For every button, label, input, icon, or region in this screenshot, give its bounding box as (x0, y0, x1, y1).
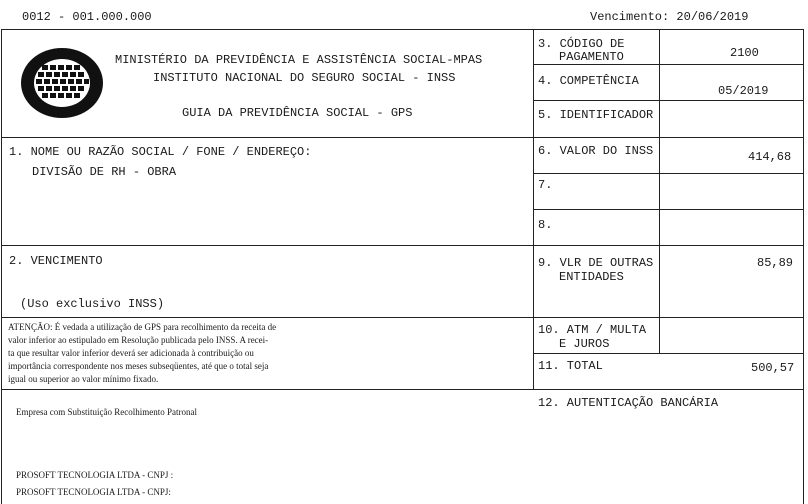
inss-logo-icon (20, 47, 104, 123)
field-3-label: 3. CÓDIGO DE (538, 37, 625, 51)
field-9-label-2: ENTIDADES (559, 270, 624, 284)
row-sep-4 (533, 100, 803, 101)
company-line-2: PROSOFT TECNOLOGIA LTDA - CNPJ: (16, 487, 171, 497)
field-4-label: 4. COMPETÊNCIA (538, 74, 639, 88)
field-11-value: 500,57 (751, 361, 795, 375)
row-sep-5 (533, 137, 803, 138)
attention-line-4: importância correspondente nos meses subseqüentes, até que o total seja (8, 361, 269, 371)
institute-title: INSTITUTO NACIONAL DO SEGURO SOCIAL - INSS (153, 71, 456, 85)
divider-values (659, 29, 660, 353)
field-2-label: 2. VENCIMENTO (9, 254, 103, 268)
guide-title: GUIA DA PREVIDÊNCIA SOCIAL - GPS (182, 106, 413, 120)
field-6-value: 414,68 (748, 150, 792, 164)
row-sep-7 (533, 209, 803, 210)
field-6-label: 6. VALOR DO INSS (538, 144, 654, 158)
field-10-label-2: E JUROS (559, 337, 610, 351)
attention-line-1: ATENÇÃO: É vedada a utilização de GPS para recolhimento da receita de (8, 322, 277, 332)
left-sep-2 (1, 245, 533, 246)
frame-left (1, 29, 2, 504)
field-9-value: 85,89 (757, 256, 794, 270)
field-11-label: 11. TOTAL (538, 359, 603, 373)
field-4-value: 05/2019 (718, 84, 769, 98)
left-sep-1 (1, 137, 533, 138)
row-sep-10 (533, 353, 803, 354)
field-7-label: 7. (538, 178, 553, 192)
guide-code: 0012 - 001.000.000 (22, 10, 152, 24)
due-date-header: Vencimento: 20/06/2019 (590, 10, 749, 24)
field-3-value: 2100 (730, 46, 759, 60)
substitution-note: Empresa com Substituição Recolhimento Patronal (16, 407, 197, 417)
row-sep-6 (533, 173, 803, 174)
field-12-label: 12. AUTENTICAÇÃO BANCÁRIA (538, 396, 719, 410)
field-9-label: 9. VLR DE OUTRAS (538, 256, 654, 270)
row-sep-8 (533, 245, 803, 246)
field-3-label-2: PAGAMENTO (559, 50, 624, 64)
frame-right (803, 29, 804, 504)
field-5-label: 5. IDENTIFICADOR (538, 108, 654, 122)
ministry-title: MINISTÉRIO DA PREVIDÊNCIA E ASSISTÊNCIA SOCIAL-MPAS (115, 53, 483, 67)
row-sep-3 (533, 64, 803, 65)
field-2-note: (Uso exclusivo INSS) (20, 297, 165, 311)
attention-line-5: igual ou superior ao valor mínimo fixado. (8, 374, 159, 384)
attention-line-2: valor inferior ao estipulado em Resolução publicada pelo INSS. A recei- (8, 335, 269, 345)
company-line-1: PROSOFT TECNOLOGIA LTDA - CNPJ : (16, 470, 174, 480)
left-sep-3 (1, 317, 533, 318)
row-sep-9 (533, 317, 803, 318)
row-sep-11 (533, 389, 803, 390)
frame-top (1, 29, 804, 30)
field-10-label: 10. ATM / MULTA (538, 323, 647, 337)
field-1-value: DIVISÃO DE RH - OBRA (32, 165, 177, 179)
field-8-label: 8. (538, 218, 553, 232)
attention-line-3: ta que resultar valor inferior deverá ser adicionada à contribuição ou (8, 348, 254, 358)
field-1-label: 1. NOME OU RAZÃO SOCIAL / FONE / ENDEREÇO: (9, 145, 312, 159)
left-sep-4 (1, 389, 533, 390)
